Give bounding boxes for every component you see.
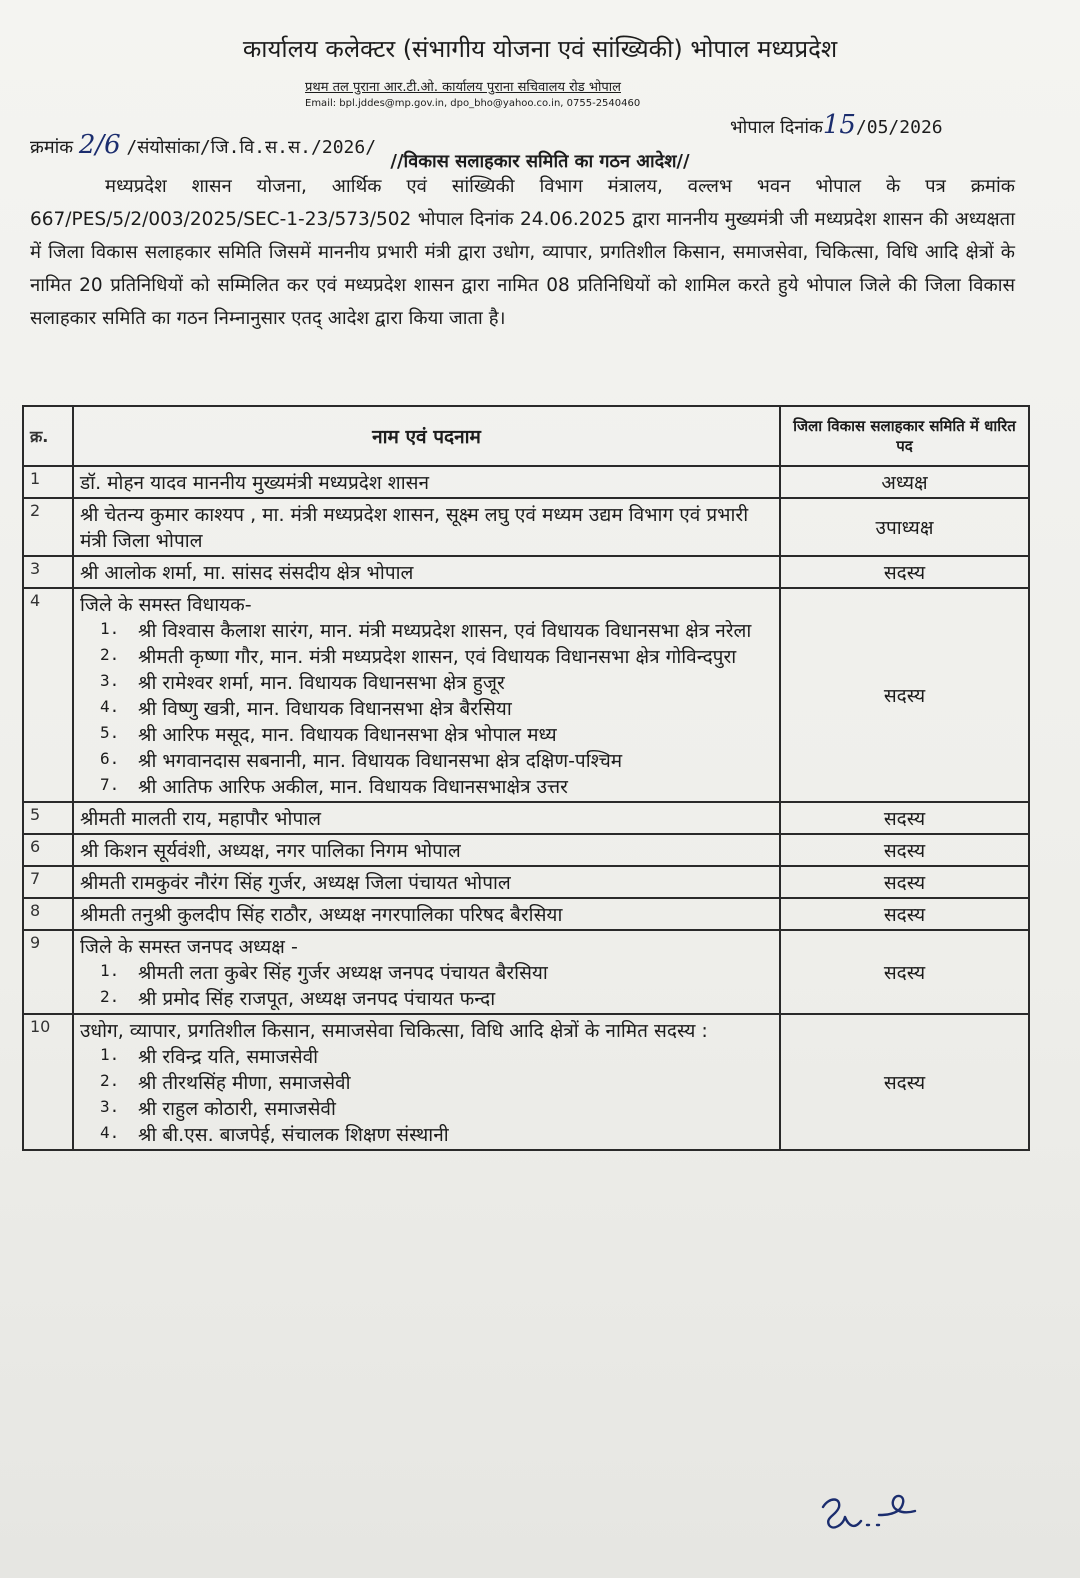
sub-item-number: 4. bbox=[100, 1123, 120, 1142]
sub-item-number: 6. bbox=[100, 749, 120, 768]
sub-item-number: 2. bbox=[100, 1071, 120, 1090]
row-sn: 2 bbox=[23, 498, 73, 556]
reference-handwritten-number: 2/6 bbox=[78, 130, 121, 160]
sub-list-item bbox=[100, 985, 773, 1011]
sub-item-text: श्री रविन्द्र यति, समाजसेवी bbox=[138, 1046, 319, 1068]
row-name: श्री आलोक शर्मा, मा. सांसद संसदीय क्षेत्र भोपाल bbox=[80, 562, 414, 584]
reference-prefix: क्रमांक bbox=[30, 137, 74, 158]
row-post: सदस्य bbox=[780, 866, 1029, 898]
sub-item-text: श्री प्रमोद सिंह राजपूत, अध्यक्ष जनपद पंचायत फन्दा bbox=[138, 988, 496, 1010]
sub-item-number: 3. bbox=[100, 1097, 120, 1116]
table-row bbox=[23, 834, 1029, 866]
office-title: कार्यालय कलेक्टर (संभागीय योजना एवं सांख्यिकी) भोपाल मध्यप्रदेश bbox=[242, 35, 838, 63]
row-name: उधोग, व्यापार, प्रगतिशील किसान, समाजसेवा चिकित्सा, विधि आदि क्षेत्रों के नामित सदस्य : bbox=[80, 1020, 708, 1042]
row-name-cell bbox=[73, 1014, 780, 1150]
sub-item-text: श्री आतिफ आरिफ अकील, मान. विधायक विधानसभाक्षेत्र उत्तर bbox=[138, 776, 568, 798]
sub-item-number: 5. bbox=[100, 723, 120, 742]
row-post: सदस्य bbox=[780, 898, 1029, 930]
table-row bbox=[23, 498, 1029, 556]
row-name: जिले के समस्त विधायक- bbox=[80, 594, 252, 616]
row-post: सदस्य bbox=[780, 1014, 1029, 1150]
office-address: प्रथम तल पुराना आर.टी.ओ. कार्यालय पुराना सचिवालय रोड भोपाल bbox=[305, 80, 621, 95]
row-name-cell bbox=[73, 802, 780, 834]
sub-item-number: 2. bbox=[100, 987, 120, 1006]
sub-item-number: 3. bbox=[100, 671, 120, 690]
sub-list-item bbox=[100, 643, 773, 669]
sub-item-text: श्री तीरथसिंह मीणा, समाजसेवी bbox=[138, 1072, 351, 1094]
signature-icon bbox=[815, 1485, 925, 1545]
header-sn: क्र. bbox=[23, 406, 73, 466]
table-row bbox=[23, 866, 1029, 898]
row-post: सदस्य bbox=[780, 556, 1029, 588]
order-body: मध्यप्रदेश शासन योजना, आर्थिक एवं सांख्यिकी विभाग मंत्रालय, वल्लभ भवन भोपाल के पत्र क्रमांक 667/PES/5/2/003/2025/SEC-1-23/573/502 भोपाल दिनांक 24.06.2025 द्वारा माननीय मुख्यमंत्री जी मध्यप्रदेश शासन की अध्यक्षता में जिला विकास सलाहकार समिति जिसमें माननीय प्रभारी मंत्री द्वारा उधोग, व्यापार, प्रगतिशील किसान, समाजसेवा, चिकित्सा, विधि आदि क्षेत्रों के नामित 20 प्रतिनिधियों को सम्मिलित कर एवं मध्यप्रदेश शासन द्वारा नामित 08 प्रतिनिधियों को शामिल करते हुये भोपाल जिले की जिला विकास सलाहकार समिति का गठन निम्नानुसार एतद् आदेश द्वारा किया जाता है। bbox=[30, 176, 1015, 329]
row-name-cell bbox=[73, 588, 780, 802]
date-month-year: /05/2026 bbox=[855, 117, 943, 138]
sub-list-item bbox=[100, 773, 773, 799]
sub-item-text: श्री विश्वास कैलाश सारंग, मान. मंत्री मध्यप्रदेश शासन, एवं विधायक विधानसभा क्षेत्र नरेला bbox=[138, 620, 752, 642]
place-date bbox=[730, 110, 943, 140]
row-name-cell bbox=[73, 898, 780, 930]
row-sn: 7 bbox=[23, 866, 73, 898]
sub-item-text: श्री विष्णु खत्री, मान. विधायक विधानसभा क्षेत्र बैरसिया bbox=[138, 698, 512, 720]
row-sn: 3 bbox=[23, 556, 73, 588]
reference-code: /संयोसांका/जि.वि.स.स./2026/ bbox=[126, 137, 377, 158]
row-sn: 5 bbox=[23, 802, 73, 834]
sub-item-text: श्री भगवानदास सबनानी, मान. विधायक विधानसभा क्षेत्र दक्षिण-पश्चिम bbox=[138, 750, 623, 772]
row-sn: 9 bbox=[23, 930, 73, 1014]
sub-item-number: 2. bbox=[100, 645, 120, 664]
sub-list-item bbox=[100, 1043, 773, 1069]
row-name: श्री चेतन्य कुमार काश्यप , मा. मंत्री मध्यप्रदेश शासन, सूक्ष्म लघु एवं मध्यम उद्यम विभाग एवं प्रभारी मंत्री जिला भोपाल bbox=[80, 504, 749, 552]
row-name: डॉ. मोहन यादव माननीय मुख्यमंत्री मध्यप्रदेश शासन bbox=[80, 472, 430, 494]
row-name: श्रीमती रामकुवंर नौरंग सिंह गुर्जर, अध्यक्ष जिला पंचायत भोपाल bbox=[80, 872, 511, 894]
place-date-label: भोपाल दिनांक bbox=[730, 117, 823, 138]
sub-list-item bbox=[100, 1121, 773, 1147]
row-name: श्री किशन सूर्यवंशी, अध्यक्ष, नगर पालिका निगम भोपाल bbox=[80, 840, 461, 862]
row-post: सदस्य bbox=[780, 802, 1029, 834]
sub-list bbox=[80, 617, 773, 799]
committee-table bbox=[22, 405, 1030, 1151]
table-header-row bbox=[23, 406, 1029, 466]
row-post: अध्यक्ष bbox=[780, 466, 1029, 498]
office-contact: Email: bpl.jddes@mp.gov.in, dpo_bho@yahoo.co.in, 0755-2540460 bbox=[305, 98, 641, 109]
table-row bbox=[23, 1014, 1029, 1150]
row-name-cell bbox=[73, 930, 780, 1014]
row-name: जिले के समस्त जनपद अध्यक्ष - bbox=[80, 936, 298, 958]
sub-item-text: श्री राहुल कोठारी, समाजसेवी bbox=[138, 1098, 336, 1120]
order-subject: //विकास सलाहकार समिति का गठन आदेश// bbox=[390, 151, 690, 172]
row-name: श्रीमती मालती राय, महापौर भोपाल bbox=[80, 808, 322, 830]
sub-list-item bbox=[100, 617, 773, 643]
sub-list-item bbox=[100, 747, 773, 773]
sub-list-item bbox=[100, 959, 773, 985]
table-row bbox=[23, 802, 1029, 834]
row-post: सदस्य bbox=[780, 588, 1029, 802]
sub-list-item bbox=[100, 695, 773, 721]
sub-item-number: 1. bbox=[100, 619, 120, 638]
row-name-cell bbox=[73, 834, 780, 866]
row-name-cell bbox=[73, 466, 780, 498]
sub-list-item bbox=[100, 669, 773, 695]
sub-item-text: श्रीमती कृष्णा गौर, मान. मंत्री मध्यप्रदेश शासन, एवं विधायक विधानसभा क्षेत्र गोविन्दपुरा bbox=[138, 646, 737, 668]
row-post: उपाध्यक्ष bbox=[780, 498, 1029, 556]
sub-item-number: 7. bbox=[100, 775, 120, 794]
table-body bbox=[23, 466, 1029, 1150]
sub-item-text: श्री रामेश्वर शर्मा, मान. विधायक विधानसभा क्षेत्र हुजूर bbox=[138, 672, 505, 694]
table-row bbox=[23, 588, 1029, 802]
table-row bbox=[23, 898, 1029, 930]
table-row bbox=[23, 466, 1029, 498]
row-name-cell bbox=[73, 498, 780, 556]
sub-list-item bbox=[100, 1095, 773, 1121]
row-sn: 6 bbox=[23, 834, 73, 866]
row-name: श्रीमती तनुश्री कुलदीप सिंह राठौर, अध्यक्ष नगरपालिका परिषद बैरसिया bbox=[80, 904, 563, 926]
sub-item-text: श्री आरिफ मसूद, मान. विधायक विधानसभा क्षेत्र भोपाल मध्य bbox=[138, 724, 557, 746]
sub-item-text: श्रीमती लता कुबेर सिंह गुर्जर अध्यक्ष जनपद पंचायत बैरसिया bbox=[138, 962, 548, 984]
row-sn: 1 bbox=[23, 466, 73, 498]
table-row bbox=[23, 930, 1029, 1014]
sub-list-item bbox=[100, 1069, 773, 1095]
sub-item-number: 4. bbox=[100, 697, 120, 716]
row-post: सदस्य bbox=[780, 930, 1029, 1014]
header-post: जिला विकास सलाहकार समिति में धारित पद bbox=[780, 406, 1029, 466]
table-row bbox=[23, 556, 1029, 588]
row-sn: 4 bbox=[23, 588, 73, 802]
sub-item-number: 1. bbox=[100, 1045, 120, 1064]
row-sn: 8 bbox=[23, 898, 73, 930]
header-name: नाम एवं पदनाम bbox=[73, 406, 780, 466]
sub-list bbox=[80, 959, 773, 1011]
row-name-cell bbox=[73, 866, 780, 898]
sub-item-text: श्री बी.एस. बाजपेई, संचालक शिक्षण संस्थानी bbox=[138, 1124, 449, 1146]
sub-list bbox=[80, 1043, 773, 1147]
sub-list-item bbox=[100, 721, 773, 747]
row-post: सदस्य bbox=[780, 834, 1029, 866]
row-sn: 10 bbox=[23, 1014, 73, 1150]
sub-item-number: 1. bbox=[100, 961, 120, 980]
row-name-cell bbox=[73, 556, 780, 588]
date-day-handwritten: 15 bbox=[822, 110, 856, 140]
